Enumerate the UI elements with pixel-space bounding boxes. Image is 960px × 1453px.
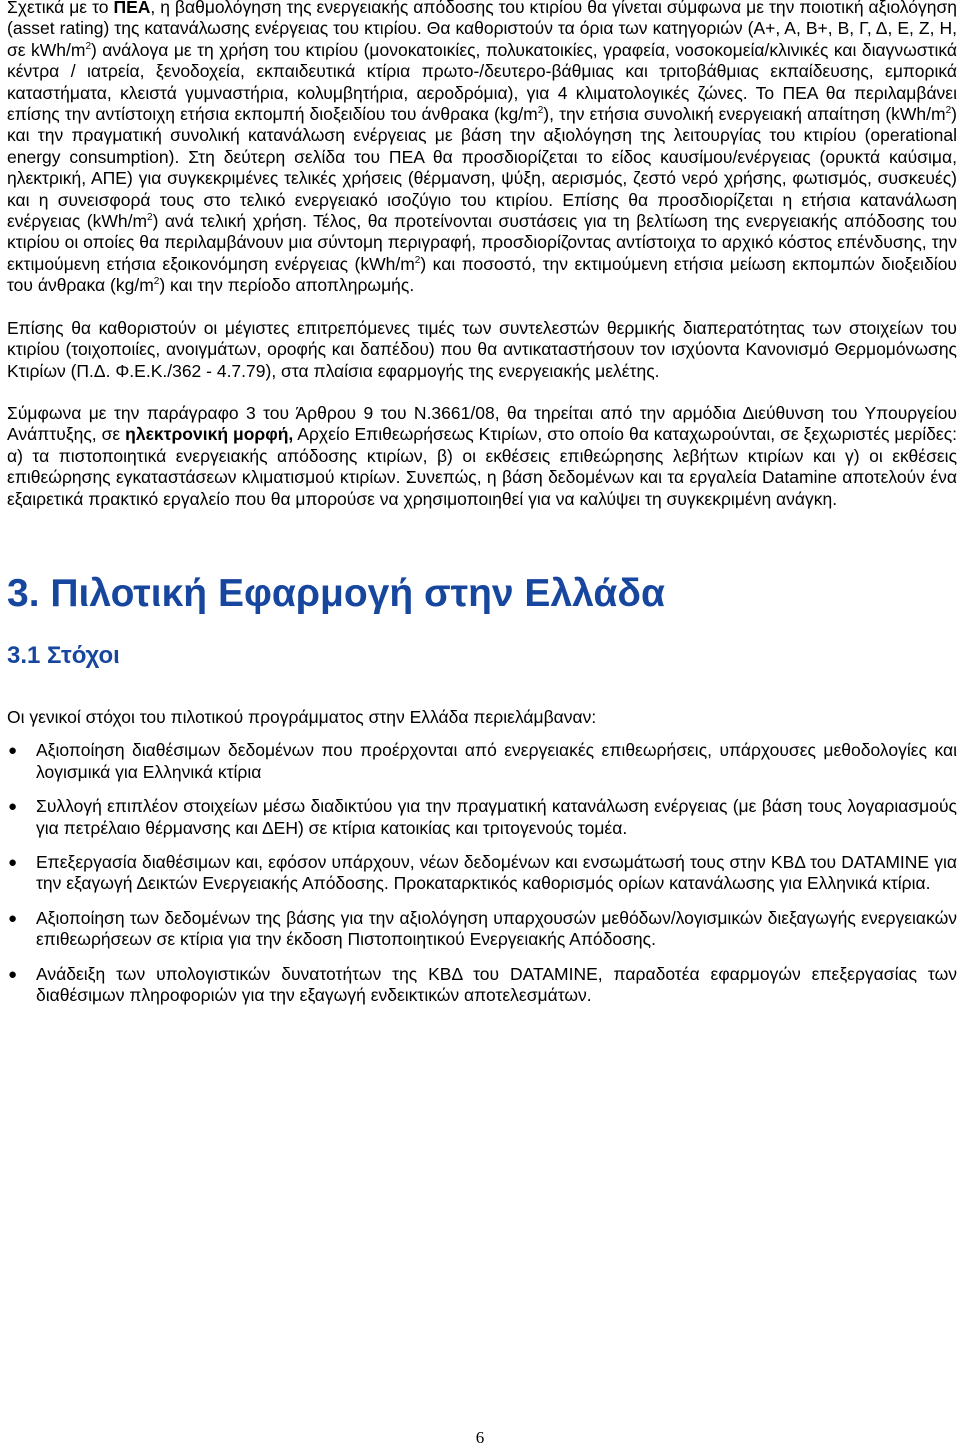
paragraph-inspection-archive [7, 403, 957, 510]
bullet-icon: ● [8, 909, 18, 927]
paragraph-epa-rating [7, 0, 957, 297]
bullet-icon: ● [8, 853, 18, 871]
text-run: ) ανάλογα με τη χρήση του κτιρίου (μονοκατοικίες, πολυκατοικίες, γραφεία, νοσοκομεία/κλινικές και διαγνωστικά κέντρα / ιατρεία, ξενοδοχεία, εκπαιδευτικά κτίρια πρωτο-/δευτερο-βάθμιας και τριτοβάθμιας εκπαίδευσης, εμπορικά καταστήματα, κλειστά γυμναστήρια, κολυμβητήρια, αεροδρόμια), για 4 κλιματολογικές ζώνες. Το ΠΕΑ θα περιλαμβάνει επίσης την αντίστοιχη ετήσια εκπομπή διοξειδίου του άνθρακα (kg/m [7, 39, 957, 125]
page-number: 6 [475, 1428, 485, 1447]
bold-text: ηλεκτρονική μορφή, [125, 424, 294, 445]
text-run: ) ανά τελική χρήση. Τέλος, θα προτείνονται συστάσεις για τη βελτίωση της ενεργειακής απόδοσης του κτιρίου οι οποίες θα περιλαμβάνουν μια σύντομη περιγραφή, προσδιορίζοντας αντίστοιχα το αρχικό κόστος επένδυσης, την εκτιμούμενη ετήσια εξοικονόμηση ενέργειας (kWh/m [7, 211, 957, 274]
text-run: Σχετικά με το [7, 0, 114, 17]
goal-text: Ανάδειξη των υπολογιστικών δυνατοτήτων της ΚΒΔ του DATAMINE, παραδοτέα εφαρμογών επεξεργασίας των διαθέσιμων πληροφοριών για την εξαγωγή ενδεικτικών αποτελεσμάτων. [36, 963, 957, 1005]
document-page [7, 0, 957, 1019]
goal-text: Αξιοποίηση διαθέσιμων δεδομένων που προέρχονται από ενεργειακές επιθεωρήσεις, υπάρχουσες μεθοδολογίες και λογισμικά για Ελληνικά κτίρια [36, 740, 957, 782]
text-run: ) και την περίοδο αποπληρωμής. [159, 275, 415, 296]
bullet-icon: ● [8, 965, 18, 983]
paragraph-thermal-limits [7, 318, 957, 382]
goal-item [7, 796, 957, 839]
goals-intro: Οι γενικοί στόχοι του πιλοτικού προγράμματος στην Ελλάδα περιελάμβαναν: [7, 706, 597, 727]
superscript: 2 [153, 276, 160, 288]
text-run: Σύμφωνα με την παράγραφο 3 του Άρθρου 9 του Ν.3661/08, θα τηρείται από την αρμόδια Διεύθυνση του Υπουργείου Ανάπτυξης, σε [7, 402, 957, 445]
text-run: ) και την πραγματική συνολική κατανάλωση ενέργειας με βάση την αξιολόγηση της λειτουργίας του κτιρίου (operational energy consumption). Στη δεύτερη σελίδα του ΠΕΑ θα προσδιορίζεται το είδος καυσίμου/ενέργειας (ορυκτά καύσιμα, ηλεκτρική, ΑΠΕ) για συγκεκριμένες τελικές χρήσεις (θέρμανση, ψύξη, αερισμός, ζεστό νερό χρήσης, φωτισμός, συσκευές) και η συνεισφορά τους στο τελικό ενεργειακό ισοζύγιο του κτιρίου. Επίσης θα προσδιορίζεται η ετήσια κατανάλωση ενέργειας (kWh/m [7, 104, 957, 232]
goal-item [7, 908, 957, 951]
text-run: Αρχείο Επιθεωρήσεως Κτιρίων, στο οποίο θα καταχωρούνται, σε ξεχωριστές μερίδες: α) τα πιστοποιητικά ενεργειακής απόδοσης κτιρίων, β) οι εκθέσεις επιθεώρησης λεβήτων κτιρίων και γ) οι εκθέσεις επιθεώρησης εγκαταστάσεων κλιματισμού κτιρίων. Συνεπώς, η βάση δεδομένων και τα εργαλεία Datamine αποτελούν ένα εξαιρετικά πρακτικό εργαλείο που θα μπορούσε να χρησιμοποιηθεί για να καλύψει τη συγκεκριμένη ανάγκη. [7, 424, 957, 509]
bullet-icon: ● [8, 742, 18, 760]
text-run: ), την ετήσια συνολική ενεργειακή απαίτηση (kWh/m [543, 104, 946, 125]
section-title: 3. Πιλοτική Εφαρμογή στην Ελλάδα [7, 571, 665, 615]
goal-text: Επεξεργασία διαθέσιμων και, εφόσον υπάρχουν, νέων δεδομένων και ενσωμάτωσή τους στην ΚΒΔ του DATAMINE για την εξαγωγή Δεικτών Ενεργειακής Απόδοσης. Προκαταρκτικός καθορισμός ορίων κατανάλωσης για Ελληνικά κτίρια. [36, 851, 957, 894]
bold-text: ΠΕΑ [113, 0, 151, 17]
superscript: 2 [414, 254, 421, 266]
goal-item [7, 852, 957, 895]
goal-text: Συλλογή επιπλέον στοιχείων μέσω διαδικτύου για την πραγματική κατανάλωση ενέργειας (με βάση τους λογαριασμούς για πετρέλαιο θέρμανσης και ΔΕΗ) σε κτίρια κατοικίας και τριτογενούς τομέα. [36, 796, 957, 838]
text-run: Επίσης θα καθοριστούν οι μέγιστες επιτρεπόμενες τιμές των συντελεστών θερμικής διαπερατότητας των στοιχείων του κτιρίου (τοιχοποιίες, ανοιγμάτων, οροφής και δαπέδου) που θα αντικαταστήσουν τον ισχύοντα Κανονισμό Θερμομόνωσης Κτιρίων (Π.Δ. Φ.Ε.Κ./362 - 4.7.79), στα πλαίσια εφαρμογής της ενεργειακής μελέτης. [7, 317, 957, 381]
superscript: 2 [85, 40, 92, 52]
superscript: 2 [147, 212, 153, 224]
goal-item [7, 964, 957, 1007]
superscript: 2 [945, 105, 952, 117]
bullet-icon: ● [8, 798, 18, 816]
goal-text: Αξιοποίηση των δεδομένων της βάσης για την αξιολόγηση υπαρχουσών μεθόδων/λογισμικών διεξαγωγής ενεργειακών επιθεωρήσεων σε κτίρια για την έκδοση Πιστοποιητικού Ενεργειακής Απόδοσης. [36, 907, 957, 950]
text-run: ) και ποσοστό, την εκτιμούμενη ετήσια μείωση εκπομπών διοξειδίου του άνθρακα (kg/m [7, 253, 957, 296]
subsection-title: 3.1 Στόχοι [7, 641, 120, 669]
text-run: , η βαθμολόγηση της ενεργειακής απόδοσης του κτιρίου θα γίνεται σύμφωνα με την ποιοτική αξιολόγηση (asset rating) της κατανάλωσης ενέργειας του κτιρίου. Θα καθοριστούν τα όρια των κατηγοριών (Α+, Α, Β+, Β, Γ, Δ, Ε, Ζ, Η, σε kWh/m [7, 0, 957, 60]
goal-item [7, 740, 957, 783]
goals-list [7, 740, 957, 1006]
superscript: 2 [537, 105, 544, 117]
